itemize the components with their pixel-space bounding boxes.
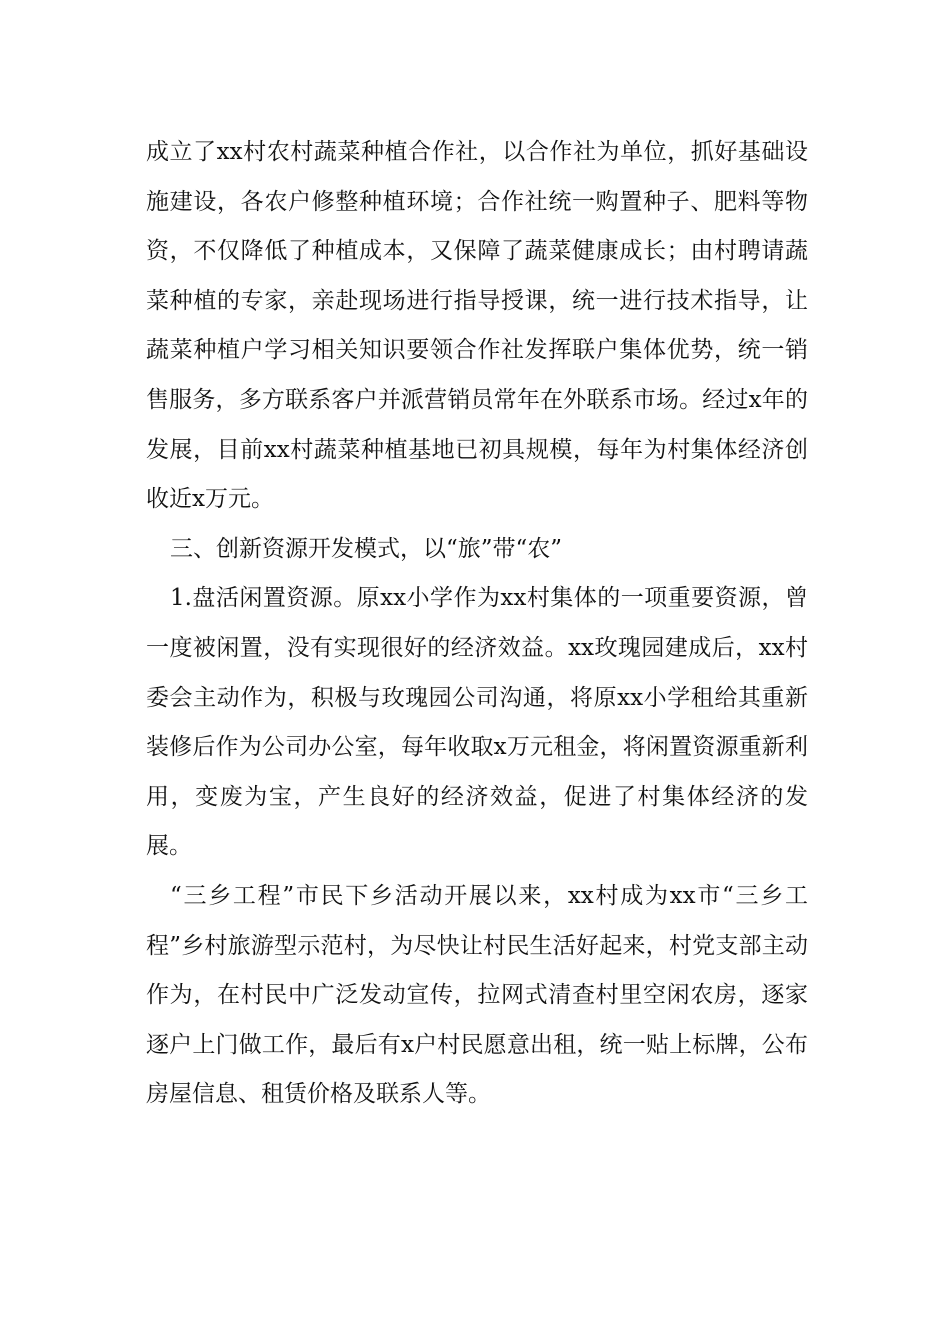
- paragraph-idle-resources: 1.盘活闲置资源。原xx小学作为xx村集体的一项重要资源，曾一度被闲置，没有实现很好的经济效益。xx玫瑰园建成后，xx村委会主动作为，积极与玫瑰园公司沟通，将原xx小学租给其重新装修后作为公司办公室，每年收取x万元租金，将闲置资源重新利用，变废为宝，产生良好的经济效益，促进了村集体经济的发展。: [146, 585, 808, 860]
- document-body: [146, 128, 808, 1120]
- paragraph-cooperative: 成立了xx村农村蔬菜种植合作社，以合作社为单位，抓好基础设施建设，各农户修整种植环境；合作社统一购置种子、肥料等物资，不仅降低了种植成本，又保障了蔬菜健康成长；由村聘请蔬菜种植的专家，亲赴现场进行指导授课，统一进行技术指导，让蔬菜种植户学习相关知识要领合作社发挥联户集体优势，统一销售服务，多方联系客户并派营销员常年在外联系市场。经过x年的发展，目前xx村蔬菜种植基地已初具规模，每年为村集体经济创收近x万元。: [146, 139, 808, 513]
- paragraph-three-rural-project: “三乡工程”市民下乡活动开展以来，xx村成为xx市“三乡工程”乡村旅游型示范村，为尽快让村民生活好起来，村党支部主动作为，在村民中广泛发动宣传，拉网式清查村里空闲农房，逐家逐户上门做工作，最后有x户村民愿意出租，统一贴上标牌，公布房屋信息、租赁价格及联系人等。: [146, 882, 808, 1108]
- section-heading-tourism: 三、创新资源开发模式，以“旅”带“农”: [170, 535, 563, 562]
